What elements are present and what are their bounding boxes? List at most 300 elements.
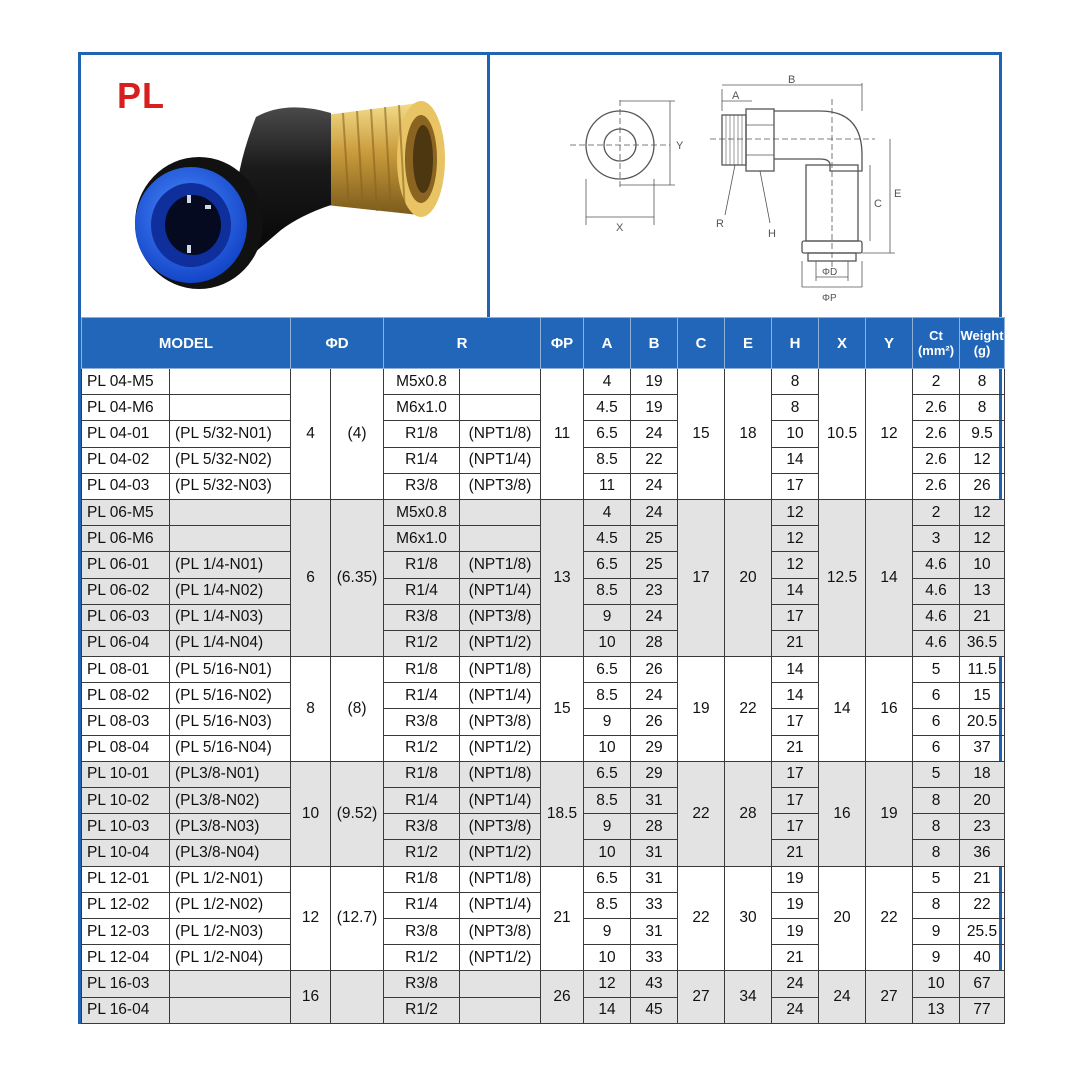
header-panels	[81, 55, 999, 320]
table-row	[82, 657, 1005, 683]
ct-cell: 4.6	[913, 604, 960, 630]
ct-cell: 4.6	[913, 630, 960, 656]
dim-x-cell: 12.5	[819, 499, 866, 656]
dim-label-e: E	[894, 188, 902, 200]
phi-p-cell: 21	[541, 866, 584, 971]
brass-thread	[326, 101, 445, 217]
table-row	[82, 761, 1005, 787]
model-code-cell: PL 12-01	[82, 866, 170, 892]
ct-cell: 9	[913, 945, 960, 971]
dim-h-cell: 24	[772, 997, 819, 1023]
model-code-cell: PL 04-03	[82, 473, 170, 499]
header-x: X	[819, 318, 866, 369]
weight-cell: 18	[960, 761, 1005, 787]
ct-cell: 2.6	[913, 421, 960, 447]
model-alt-code-cell: (PL 1/4-N01)	[170, 552, 291, 578]
dim-b-cell: 26	[631, 709, 678, 735]
thread-cell: R3/8	[384, 971, 460, 997]
header-e: E	[725, 318, 772, 369]
dim-b-cell: 24	[631, 683, 678, 709]
dim-x-cell: 20	[819, 866, 866, 971]
dim-h-cell: 21	[772, 840, 819, 866]
thread-npt-cell: (NPT3/8)	[460, 473, 541, 499]
thread-npt-cell	[460, 971, 541, 997]
weight-cell: 37	[960, 735, 1005, 761]
dim-a-cell: 8.5	[584, 447, 631, 473]
model-alt-code-cell	[170, 997, 291, 1023]
dim-h-cell: 12	[772, 552, 819, 578]
dim-c-cell: 19	[678, 657, 725, 762]
catalog-frame	[78, 52, 1002, 1024]
dim-h-cell: 12	[772, 499, 819, 525]
dim-a-cell: 4.5	[584, 526, 631, 552]
ct-cell: 8	[913, 814, 960, 840]
dim-a-cell: 6.5	[584, 657, 631, 683]
tube-od-cell: 16	[291, 971, 331, 1023]
model-alt-code-cell: (PL 5/16-N04)	[170, 735, 291, 761]
thread-cell: R1/8	[384, 421, 460, 447]
thread-cell: M5x0.8	[384, 369, 460, 395]
dim-a-cell: 8.5	[584, 788, 631, 814]
dim-h-cell: 17	[772, 761, 819, 787]
dim-label-p: ΦP	[822, 293, 837, 304]
dim-h-cell: 14	[772, 578, 819, 604]
dim-h-cell: 17	[772, 604, 819, 630]
header-y: Y	[866, 318, 913, 369]
dim-label-d: ΦD	[822, 267, 838, 278]
ct-cell: 4.6	[913, 578, 960, 604]
dim-h-cell: 17	[772, 709, 819, 735]
dim-b-cell: 19	[631, 395, 678, 421]
dim-e-cell: 18	[725, 369, 772, 500]
weight-cell: 22	[960, 892, 1005, 918]
thread-cell: R1/2	[384, 945, 460, 971]
specification-table	[81, 317, 1005, 1024]
weight-cell: 12	[960, 499, 1005, 525]
dim-b-cell: 24	[631, 604, 678, 630]
dim-h-cell: 8	[772, 395, 819, 421]
dim-a-cell: 6.5	[584, 761, 631, 787]
dim-a-cell: 10	[584, 630, 631, 656]
dim-h-cell: 24	[772, 971, 819, 997]
model-code-cell: PL 10-04	[82, 840, 170, 866]
tube-od-inch-cell: (9.52)	[331, 761, 384, 866]
weight-cell: 20.5	[960, 709, 1005, 735]
weight-cell: 21	[960, 604, 1005, 630]
ct-cell: 8	[913, 840, 960, 866]
dim-a-cell: 6.5	[584, 421, 631, 447]
thread-cell: M6x1.0	[384, 526, 460, 552]
dim-b-cell: 29	[631, 761, 678, 787]
phi-p-cell: 26	[541, 971, 584, 1023]
model-code-cell: PL 06-03	[82, 604, 170, 630]
dim-label-r: R	[716, 218, 724, 230]
dim-a-cell: 8.5	[584, 578, 631, 604]
phi-p-cell: 15	[541, 657, 584, 762]
thread-npt-cell: (NPT1/2)	[460, 840, 541, 866]
dim-a-cell: 10	[584, 840, 631, 866]
thread-npt-cell: (NPT1/8)	[460, 421, 541, 447]
dim-e-cell: 34	[725, 971, 772, 1023]
dim-h-cell: 19	[772, 866, 819, 892]
thread-npt-cell: (NPT1/4)	[460, 683, 541, 709]
dim-a-cell: 6.5	[584, 866, 631, 892]
dim-b-cell: 31	[631, 918, 678, 944]
model-code-cell: PL 04-01	[82, 421, 170, 447]
model-code-cell: PL 06-M5	[82, 499, 170, 525]
weight-cell: 26	[960, 473, 1005, 499]
model-code-cell: PL 12-02	[82, 892, 170, 918]
ct-cell: 2.6	[913, 473, 960, 499]
dim-b-cell: 29	[631, 735, 678, 761]
model-alt-code-cell: (PL 5/16-N03)	[170, 709, 291, 735]
table-row	[82, 866, 1005, 892]
tube-od-inch-cell	[331, 971, 384, 1023]
header-model: MODEL	[82, 318, 291, 369]
model-alt-code-cell: (PL3/8-N01)	[170, 761, 291, 787]
thread-npt-cell: (NPT1/8)	[460, 657, 541, 683]
ct-cell: 2.6	[913, 447, 960, 473]
dim-h-cell: 17	[772, 473, 819, 499]
weight-cell: 8	[960, 395, 1005, 421]
thread-npt-cell: (NPT3/8)	[460, 918, 541, 944]
model-alt-code-cell	[170, 395, 291, 421]
dim-a-cell: 12	[584, 971, 631, 997]
dim-b-cell: 26	[631, 657, 678, 683]
header-phi-p: ΦP	[541, 318, 584, 369]
dim-x-cell: 24	[819, 971, 866, 1023]
dim-c-cell: 22	[678, 761, 725, 866]
ct-cell: 5	[913, 866, 960, 892]
model-alt-code-cell: (PL 1/4-N04)	[170, 630, 291, 656]
model-code-cell: PL 10-01	[82, 761, 170, 787]
table-row	[82, 499, 1005, 525]
weight-cell: 40	[960, 945, 1005, 971]
dim-h-cell: 12	[772, 526, 819, 552]
dim-x-cell: 14	[819, 657, 866, 762]
ct-cell: 3	[913, 526, 960, 552]
weight-cell: 25.5	[960, 918, 1005, 944]
phi-p-cell: 11	[541, 369, 584, 500]
dim-e-cell: 22	[725, 657, 772, 762]
dim-b-cell: 31	[631, 866, 678, 892]
model-code-cell: PL 04-M6	[82, 395, 170, 421]
model-alt-code-cell	[170, 369, 291, 395]
dim-h-cell: 17	[772, 788, 819, 814]
blue-release-collet	[135, 167, 247, 283]
product-photo-panel	[81, 55, 490, 317]
thread-cell: M5x0.8	[384, 499, 460, 525]
weight-cell: 21	[960, 866, 1005, 892]
dim-a-cell: 9	[584, 709, 631, 735]
dim-b-cell: 33	[631, 892, 678, 918]
table-row	[82, 971, 1005, 997]
model-code-cell: PL 04-M5	[82, 369, 170, 395]
tube-od-cell: 6	[291, 499, 331, 656]
thread-npt-cell: (NPT1/8)	[460, 761, 541, 787]
thread-npt-cell: (NPT3/8)	[460, 604, 541, 630]
dim-b-cell: 28	[631, 630, 678, 656]
weight-cell: 67	[960, 971, 1005, 997]
model-alt-code-cell: (PL 5/16-N01)	[170, 657, 291, 683]
table-row	[82, 369, 1005, 395]
thread-npt-cell: (NPT1/8)	[460, 866, 541, 892]
technical-dimension-drawing	[490, 55, 999, 317]
thread-npt-cell: (NPT3/8)	[460, 709, 541, 735]
dim-h-cell: 10	[772, 421, 819, 447]
dim-label-x: X	[616, 222, 624, 234]
weight-cell: 8	[960, 369, 1005, 395]
header-a: A	[584, 318, 631, 369]
model-alt-code-cell: (PL3/8-N03)	[170, 814, 291, 840]
dim-label-a: A	[732, 90, 740, 102]
model-alt-code-cell	[170, 971, 291, 997]
weight-cell: 11.5	[960, 657, 1005, 683]
dim-e-cell: 28	[725, 761, 772, 866]
tube-od-inch-cell: (12.7)	[331, 866, 384, 971]
model-code-cell: PL 04-02	[82, 447, 170, 473]
dim-b-cell: 33	[631, 945, 678, 971]
thread-npt-cell: (NPT1/2)	[460, 630, 541, 656]
dim-e-cell: 30	[725, 866, 772, 971]
model-code-cell: PL 08-03	[82, 709, 170, 735]
dim-b-cell: 43	[631, 971, 678, 997]
dim-b-cell: 24	[631, 473, 678, 499]
header-weight: Weight (g)	[960, 318, 1005, 369]
dim-b-cell: 45	[631, 997, 678, 1023]
thread-npt-cell	[460, 997, 541, 1023]
thread-npt-cell	[460, 369, 541, 395]
dim-h-cell: 21	[772, 735, 819, 761]
weight-cell: 15	[960, 683, 1005, 709]
thread-cell: R1/4	[384, 892, 460, 918]
model-code-cell: PL 06-01	[82, 552, 170, 578]
thread-cell: R1/2	[384, 735, 460, 761]
model-code-cell: PL 16-04	[82, 997, 170, 1023]
thread-cell: R1/8	[384, 866, 460, 892]
dimension-drawing-panel	[490, 55, 999, 317]
dim-h-cell: 14	[772, 683, 819, 709]
model-alt-code-cell: (PL 1/4-N02)	[170, 578, 291, 604]
ct-cell: 9	[913, 918, 960, 944]
ct-cell: 8	[913, 892, 960, 918]
dim-h-cell: 21	[772, 630, 819, 656]
dim-x-cell: 16	[819, 761, 866, 866]
ct-cell: 10	[913, 971, 960, 997]
thread-cell: R1/8	[384, 552, 460, 578]
ct-cell: 5	[913, 657, 960, 683]
ct-cell: 5	[913, 761, 960, 787]
ct-cell: 2	[913, 499, 960, 525]
dim-label-c: C	[874, 198, 882, 210]
dim-b-cell: 19	[631, 369, 678, 395]
tube-od-inch-cell: (8)	[331, 657, 384, 762]
dim-a-cell: 4	[584, 369, 631, 395]
model-alt-code-cell: (PL 5/32-N02)	[170, 447, 291, 473]
model-alt-code-cell: (PL3/8-N02)	[170, 788, 291, 814]
model-code-cell: PL 08-02	[82, 683, 170, 709]
model-alt-code-cell	[170, 526, 291, 552]
ct-cell: 13	[913, 997, 960, 1023]
dim-y-cell: 22	[866, 866, 913, 971]
model-alt-code-cell: (PL 1/2-N04)	[170, 945, 291, 971]
product-series-label: PL	[117, 75, 166, 116]
table-body	[82, 369, 1005, 1024]
model-alt-code-cell: (PL 5/32-N03)	[170, 473, 291, 499]
dim-b-cell: 25	[631, 526, 678, 552]
dim-y-cell: 27	[866, 971, 913, 1023]
thread-cell: R1/4	[384, 788, 460, 814]
ct-cell: 6	[913, 735, 960, 761]
dim-c-cell: 27	[678, 971, 725, 1023]
thread-cell: R1/2	[384, 997, 460, 1023]
dim-a-cell: 8.5	[584, 892, 631, 918]
tube-od-inch-cell: (6.35)	[331, 499, 384, 656]
tube-od-cell: 12	[291, 866, 331, 971]
model-code-cell: PL 16-03	[82, 971, 170, 997]
model-code-cell: PL 08-04	[82, 735, 170, 761]
thread-npt-cell: (NPT1/8)	[460, 552, 541, 578]
thread-cell: R1/8	[384, 761, 460, 787]
dim-a-cell: 8.5	[584, 683, 631, 709]
model-alt-code-cell: (PL 5/32-N01)	[170, 421, 291, 447]
thread-cell: R3/8	[384, 814, 460, 840]
dim-label-y: Y	[676, 140, 684, 152]
thread-npt-cell: (NPT1/2)	[460, 735, 541, 761]
tube-od-inch-cell: (4)	[331, 369, 384, 500]
dim-c-cell: 17	[678, 499, 725, 656]
dim-a-cell: 4.5	[584, 395, 631, 421]
dim-h-cell: 14	[772, 447, 819, 473]
thread-npt-cell: (NPT1/4)	[460, 578, 541, 604]
thread-cell: R3/8	[384, 709, 460, 735]
thread-npt-cell	[460, 526, 541, 552]
dim-y-cell: 14	[866, 499, 913, 656]
dim-a-cell: 11	[584, 473, 631, 499]
model-alt-code-cell: (PL 1/2-N02)	[170, 892, 291, 918]
dim-b-cell: 24	[631, 421, 678, 447]
ct-cell: 2.6	[913, 395, 960, 421]
dim-label-h: H	[768, 228, 776, 240]
model-code-cell: PL 10-02	[82, 788, 170, 814]
thread-cell: R1/2	[384, 630, 460, 656]
dim-x-cell: 10.5	[819, 369, 866, 500]
model-alt-code-cell	[170, 499, 291, 525]
dim-a-cell: 10	[584, 735, 631, 761]
dim-h-cell: 8	[772, 369, 819, 395]
dim-y-cell: 16	[866, 657, 913, 762]
thread-npt-cell: (NPT1/4)	[460, 788, 541, 814]
dim-y-cell: 19	[866, 761, 913, 866]
weight-cell: 23	[960, 814, 1005, 840]
thread-cell: R1/4	[384, 683, 460, 709]
dim-h-cell: 17	[772, 814, 819, 840]
ct-cell: 6	[913, 709, 960, 735]
model-alt-code-cell: (PL 1/2-N03)	[170, 918, 291, 944]
thread-cell: R1/4	[384, 447, 460, 473]
thread-npt-cell: (NPT3/8)	[460, 814, 541, 840]
weight-cell: 12	[960, 447, 1005, 473]
thread-cell: R1/2	[384, 840, 460, 866]
dim-c-cell: 22	[678, 866, 725, 971]
elbow-fitting-photo	[81, 55, 487, 317]
dim-label-b: B	[788, 74, 796, 86]
dim-b-cell: 28	[631, 814, 678, 840]
weight-cell: 9.5	[960, 421, 1005, 447]
phi-p-cell: 13	[541, 499, 584, 656]
thread-cell: M6x1.0	[384, 395, 460, 421]
dim-a-cell: 9	[584, 814, 631, 840]
ct-cell: 8	[913, 788, 960, 814]
dim-a-cell: 6.5	[584, 552, 631, 578]
model-alt-code-cell: (PL 1/2-N01)	[170, 866, 291, 892]
tube-od-cell: 10	[291, 761, 331, 866]
dim-a-cell: 9	[584, 604, 631, 630]
header-c: C	[678, 318, 725, 369]
weight-cell: 13	[960, 578, 1005, 604]
model-alt-code-cell: (PL 5/16-N02)	[170, 683, 291, 709]
ct-cell: 2	[913, 369, 960, 395]
tube-od-cell: 4	[291, 369, 331, 500]
dim-h-cell: 19	[772, 892, 819, 918]
thread-npt-cell: (NPT1/4)	[460, 892, 541, 918]
table-header-row	[82, 318, 1005, 369]
dim-y-cell: 12	[866, 369, 913, 500]
dim-a-cell: 10	[584, 945, 631, 971]
header-b: B	[631, 318, 678, 369]
dim-h-cell: 19	[772, 918, 819, 944]
dim-b-cell: 22	[631, 447, 678, 473]
tube-od-cell: 8	[291, 657, 331, 762]
header-r: R	[384, 318, 541, 369]
model-code-cell: PL 12-04	[82, 945, 170, 971]
weight-cell: 10	[960, 552, 1005, 578]
dim-a-cell: 9	[584, 918, 631, 944]
model-code-cell: PL 12-03	[82, 918, 170, 944]
dim-h-cell: 21	[772, 945, 819, 971]
dim-b-cell: 31	[631, 788, 678, 814]
dim-b-cell: 23	[631, 578, 678, 604]
thread-cell: R3/8	[384, 473, 460, 499]
model-code-cell: PL 06-02	[82, 578, 170, 604]
thread-npt-cell: (NPT1/4)	[460, 447, 541, 473]
model-code-cell: PL 06-04	[82, 630, 170, 656]
ct-cell: 4.6	[913, 552, 960, 578]
dim-h-cell: 14	[772, 657, 819, 683]
model-code-cell: PL 10-03	[82, 814, 170, 840]
model-code-cell: PL 06-M6	[82, 526, 170, 552]
weight-cell: 36	[960, 840, 1005, 866]
thread-npt-cell: (NPT1/2)	[460, 945, 541, 971]
dim-b-cell: 31	[631, 840, 678, 866]
weight-cell: 36.5	[960, 630, 1005, 656]
phi-p-cell: 18.5	[541, 761, 584, 866]
header-phi-d: ΦD	[291, 318, 384, 369]
dim-c-cell: 15	[678, 369, 725, 500]
weight-cell: 20	[960, 788, 1005, 814]
model-alt-code-cell: (PL3/8-N04)	[170, 840, 291, 866]
dim-b-cell: 25	[631, 552, 678, 578]
weight-cell: 77	[960, 997, 1005, 1023]
header-ct: Ct (mm²)	[913, 318, 960, 369]
ct-cell: 6	[913, 683, 960, 709]
thread-npt-cell	[460, 499, 541, 525]
model-code-cell: PL 08-01	[82, 657, 170, 683]
thread-npt-cell	[460, 395, 541, 421]
dim-a-cell: 4	[584, 499, 631, 525]
thread-cell: R3/8	[384, 604, 460, 630]
dim-b-cell: 24	[631, 499, 678, 525]
